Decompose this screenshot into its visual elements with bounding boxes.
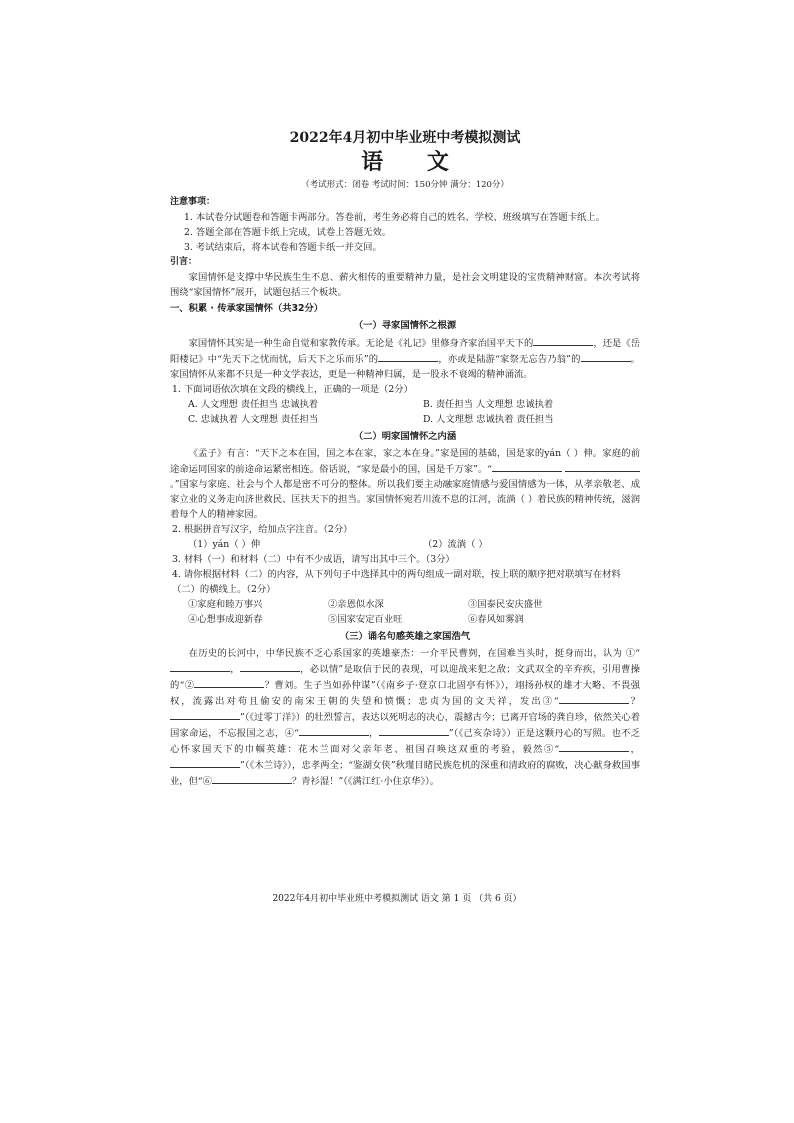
- question-2: 2. 根据拼音写汉字，给加点字注音。（2分）: [172, 524, 353, 535]
- fill-blank[interactable]: [559, 693, 629, 704]
- part-2-text: 《孟子》有言：“天下之本在国，国之本在家，家之本在身。”家是国的基础，国是家的yán（ ）伸。家庭的前途命运同国家的前途命运紧密相连。俗话说，“家是最小的国，国是千万家”。“ 。”国家与家庭、社会与个人都是密不可分的整体。所以我们要主动融家庭情感与爱国情感为一体，从孝亲敬老、成家立业的义务走向济世救民、匡扶天下的担当。家国情怀宛若川流不息的江河，流淌（ ）着民族的精神传统，滋润着每个人的精神家园。: [170, 448, 640, 520]
- q2-item-2: （2）流淌（ ）: [423, 539, 488, 550]
- fill-blank[interactable]: [378, 351, 438, 362]
- question-3: 3. 材料（一）和材料（二）中有不少成语，请写出其中三个。（3分）: [172, 554, 455, 565]
- part-1-text: 家国情怀其实是一种生命自觉和家教传承。无论是《礼记》里修身齐家治国平天下的 ，还是《岳阳楼记》中“先天下之忧而忧，后天下之乐而乐”的 ，亦或是陆游“家祭无忘告乃翁”的 。家国情怀从来都不只是一种文学表达，更是一种精神归属，是一股永不衰竭的精神涌流。: [170, 335, 640, 382]
- notice-item: 3. 考试结束后，将本试卷和答题卡纸一并交回。: [184, 242, 382, 253]
- fill-blank[interactable]: [492, 461, 562, 472]
- option-a[interactable]: A. 人文理想 责任担当 忠诚执着: [188, 399, 319, 410]
- question-1-options: [188, 397, 640, 427]
- fill-blank[interactable]: [170, 661, 230, 672]
- exam-page: [170, 128, 640, 789]
- part-1-title: （一）寻家国情怀之根源: [353, 320, 457, 331]
- intro-label: 引言：: [170, 257, 198, 267]
- exam-title: 2022年4月初中毕业班中考模拟测试: [289, 130, 521, 146]
- q2-item-1: （1）yán（ ）伸: [188, 539, 261, 550]
- fill-blank[interactable]: [379, 725, 449, 736]
- notice-item: 1. 本试卷分试题卷和答题卡两部分。答卷前，考生务必将自己的姓名、学校、班级填写在答题卡纸上。: [184, 212, 605, 223]
- notice-label: 注意事项：: [170, 197, 216, 207]
- option-d[interactable]: D. 人文理想 忠诚执着 责任担当: [423, 414, 554, 425]
- question-1: 1. 下面词语依次填在文段的横线上，正确的一项是（2分）: [172, 384, 413, 395]
- couplet-option: ②亲恩似水深: [328, 599, 384, 610]
- couplet-option: ③国泰民安庆盛世: [468, 599, 543, 610]
- fill-blank[interactable]: [581, 351, 631, 362]
- fill-blank[interactable]: [170, 709, 240, 720]
- intro-text: 家国情怀是支撑中华民族生生不息、薪火相传的重要精神力量，是社会文明建设的宝贵精神财富。本次考试将围绕“家国情怀”展开，试题包括三个板块。: [170, 272, 640, 298]
- fill-blank[interactable]: [533, 335, 593, 346]
- fill-blank[interactable]: [565, 461, 640, 472]
- section-1-title: 一、积累 · 传承家国情怀（共32分）: [170, 303, 324, 314]
- fill-blank[interactable]: [170, 757, 240, 768]
- question-2-items: [188, 537, 640, 552]
- question-4-options: [188, 597, 640, 627]
- couplet-option: ⑥春风如雾润: [468, 614, 524, 625]
- part-3-text: 在历史的长河中，中华民族不乏心系国家的英雄豪杰：一介平民曹刿，在国难当头时，挺身而出，认为 ①“， ，必以情”是取信于民的表现，可以迎战来犯之敌；文武双全的辛弃疾，引用曹操的“② ？曹刘。生子当如孙仲谋”（《南乡子·登京口北固亭有怀》），翊扬孙权的雄才大略、不畏强权，流露出对苟且偷安的南宋王朝的失望和愤慨；忠贞为国的文天祥，发出③“ ？”（《过零丁洋》）的壮烈誓言，表达以死明志的决心，震撼古今；已离开官场的龚自珍，依然关心着国家命运，不忘报国之志，④“ ， ”（《己亥杂诗》）正是这颗丹心的写照。也不乏心怀家国天下的巾帼英雄：花木兰面对父亲年老、祖国召唤这双重的考验，毅然⑤“ ，”（《木兰诗》），忠孝两全；“鉴湖女侠”秋瑾目睹民族危机的深重和清政府的腐败，决心献身救国事业，但“⑥ ？青衫湿！”（《满江红·小住京华》）。: [170, 648, 640, 787]
- fill-blank[interactable]: [299, 725, 369, 736]
- option-b[interactable]: B. 责任担当 人文理想 忠诚执着: [423, 399, 554, 410]
- couplet-option: ④心想事成迎新春: [188, 614, 263, 625]
- exam-meta: （考试形式：闭卷 考试时间：150分钟 满分：120分）: [301, 180, 509, 190]
- page-footer: 2022年4月初中毕业班中考模拟测试 语文 第 1 页 （共 6 页）: [272, 894, 522, 904]
- fill-blank[interactable]: [240, 661, 300, 672]
- option-c[interactable]: C. 忠诚执着 人文理想 责任担当: [188, 414, 319, 425]
- subject-title: 语 文: [361, 149, 467, 175]
- fill-blank[interactable]: [194, 677, 264, 688]
- notice-item: 2. 答题全部在答题卡纸上完成，试卷上答题无效。: [184, 227, 392, 238]
- question-4: 4. 请你根据材料（二）的内容，从下列句子中选择其中的两句组成一副对联，按上联的顺序把对联填写在材料（二）的横线上。（2分）: [172, 569, 621, 595]
- couplet-option: ⑤国家安定百业旺: [328, 614, 403, 625]
- couplet-option: ①家庭和睦万事兴: [188, 599, 263, 610]
- part-2-title: （二）明家国情怀之内涵: [353, 431, 457, 442]
- fill-blank[interactable]: [212, 773, 292, 784]
- fill-blank[interactable]: [559, 741, 629, 752]
- part-3-title: （三）诵名句感英雄之家国浩气: [339, 631, 471, 642]
